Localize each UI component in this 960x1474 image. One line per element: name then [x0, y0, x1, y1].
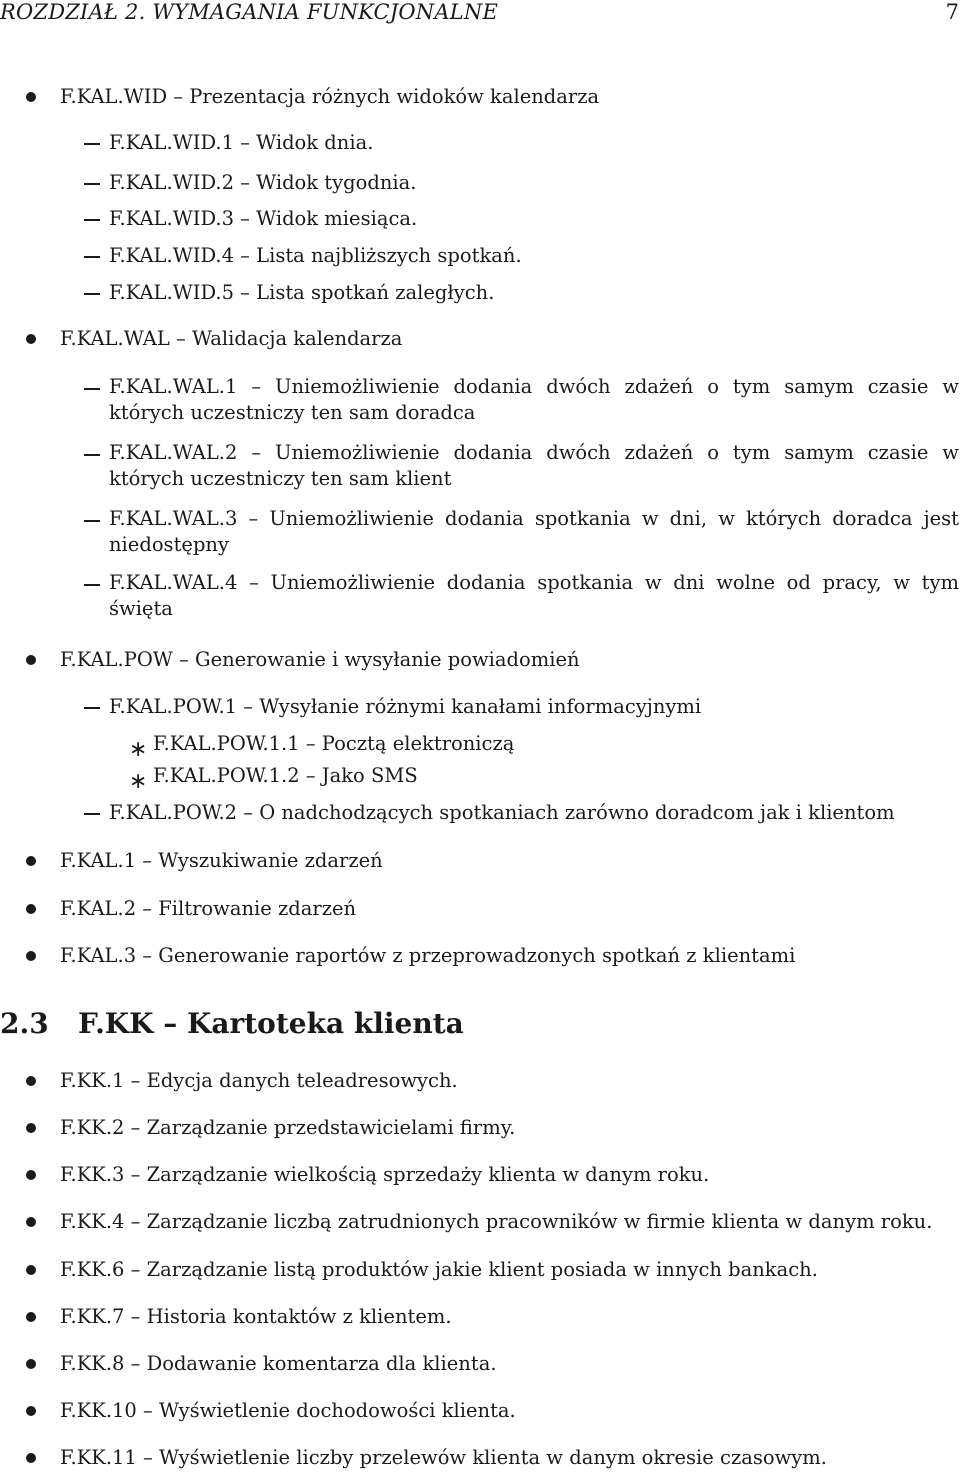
list-item: F.KAL.WID.1 – Widok dnia. [109, 131, 374, 154]
bullet-marker [26, 1453, 36, 1463]
bullet-marker [26, 904, 36, 914]
dash-marker [84, 813, 100, 815]
list-item: F.KAL.WAL.2 – Uniemożliwienie dodania dwóch zdażeń o tym samym czasie w których uczestniczy ten sam klient [109, 441, 959, 490]
bullet-marker [26, 334, 36, 344]
bullet-marker [26, 1076, 36, 1086]
list-item: F.KAL.3 – Generowanie raportów z przeprowadzonych spotkań z klientami [60, 944, 796, 967]
list-item: F.KK.7 – Historia kontaktów z klientem. [60, 1305, 452, 1328]
asterisk-marker: ∗ [129, 737, 148, 762]
section-heading [0, 1006, 464, 1042]
bullet-marker [26, 92, 36, 102]
list-item: F.KAL.WID.4 – Lista najbliższych spotkań. [109, 244, 522, 267]
list-item: F.KK.8 – Dodawanie komentarza dla klienta. [60, 1352, 497, 1375]
bullet-marker [26, 655, 36, 665]
list-item: F.KK.3 – Zarządzanie wielkością sprzedaży klienta w danym roku. [60, 1163, 710, 1186]
bullet-marker [26, 1406, 36, 1416]
list-item: F.KK.4 – Zarządzanie liczbą zatrudnionych pracowników w firmie klienta w danym roku. [60, 1210, 933, 1233]
bullet-marker [26, 1359, 36, 1369]
dash-marker [84, 707, 100, 709]
list-item: F.KAL.WID.2 – Widok tygodnia. [109, 171, 417, 194]
list-item: F.KAL.1 – Wyszukiwanie zdarzeń [60, 849, 383, 872]
chapter-title: ROZDZIAŁ 2. WYMAGANIA FUNKCJONALNE [0, 0, 498, 24]
list-item: F.KAL.POW.1.2 – Jako SMS [153, 764, 418, 787]
running-head [0, 0, 960, 30]
list-item: F.KAL.POW.1 – Wysyłanie różnymi kanałami informacyjnymi [109, 695, 702, 718]
bullet-marker [26, 1265, 36, 1275]
list-item-kal-wid: F.KAL.WID – Prezentacja różnych widoków kalendarza [60, 85, 600, 108]
list-item: F.KK.1 – Edycja danych teleadresowych. [60, 1069, 458, 1092]
dash-marker [84, 183, 100, 185]
dash-marker [84, 454, 100, 456]
list-item: F.KAL.WAL.4 – Uniemożliwienie dodania spotkania w dni wolne od pracy, w tym święta [109, 571, 959, 620]
list-item: F.KAL.2 – Filtrowanie zdarzeń [60, 897, 357, 920]
dash-marker [84, 143, 100, 145]
list-item: F.KAL.POW.2 – O nadchodzących spotkaniach zarówno doradcom jak i klientom [109, 801, 895, 824]
list-item: F.KK.10 – Wyświetlenie dochodowości klienta. [60, 1399, 516, 1422]
list-item: F.KK.2 – Zarządzanie przedstawicielami firmy. [60, 1116, 516, 1139]
list-item: F.KK.6 – Zarządzanie listą produktów jakie klient posiada w innych bankach. [60, 1258, 818, 1281]
bullet-marker [26, 1123, 36, 1133]
list-item: F.KAL.WID.3 – Widok miesiąca. [109, 207, 418, 230]
dash-marker [84, 388, 100, 390]
page-number: 7 [945, 0, 959, 24]
section-number: 2.3 [0, 1007, 49, 1040]
list-item: F.KAL.POW.1.1 – Pocztą elektroniczą [153, 732, 515, 755]
list-item: F.KAL.WAL.3 – Uniemożliwienie dodania spotkania w dni, w których doradca jest niedostępny [109, 507, 959, 556]
list-item: F.KAL.WID.5 – Lista spotkań zaległych. [109, 281, 495, 304]
dash-marker [84, 584, 100, 586]
section-title: F.KK – Kartoteka klienta [78, 1007, 464, 1040]
list-item-kal-pow: F.KAL.POW – Generowanie i wysyłanie powiadomień [60, 648, 580, 671]
bullet-marker [26, 1170, 36, 1180]
dash-marker [84, 520, 100, 522]
asterisk-marker: ∗ [129, 769, 148, 794]
bullet-marker [26, 1217, 36, 1227]
list-item: F.KK.11 – Wyświetlenie liczby przelewów klienta w danym okresie czasowym. [60, 1446, 827, 1469]
dash-marker [84, 256, 100, 258]
bullet-marker [26, 951, 36, 961]
bullet-marker [26, 856, 36, 866]
list-item: F.KAL.WAL.1 – Uniemożliwienie dodania dwóch zdażeń o tym samym czasie w których uczestniczy ten sam doradca [109, 375, 959, 424]
bullet-marker [26, 1312, 36, 1322]
dash-marker [84, 219, 100, 221]
dash-marker [84, 293, 100, 295]
list-item-kal-wal: F.KAL.WAL – Walidacja kalendarza [60, 327, 403, 350]
